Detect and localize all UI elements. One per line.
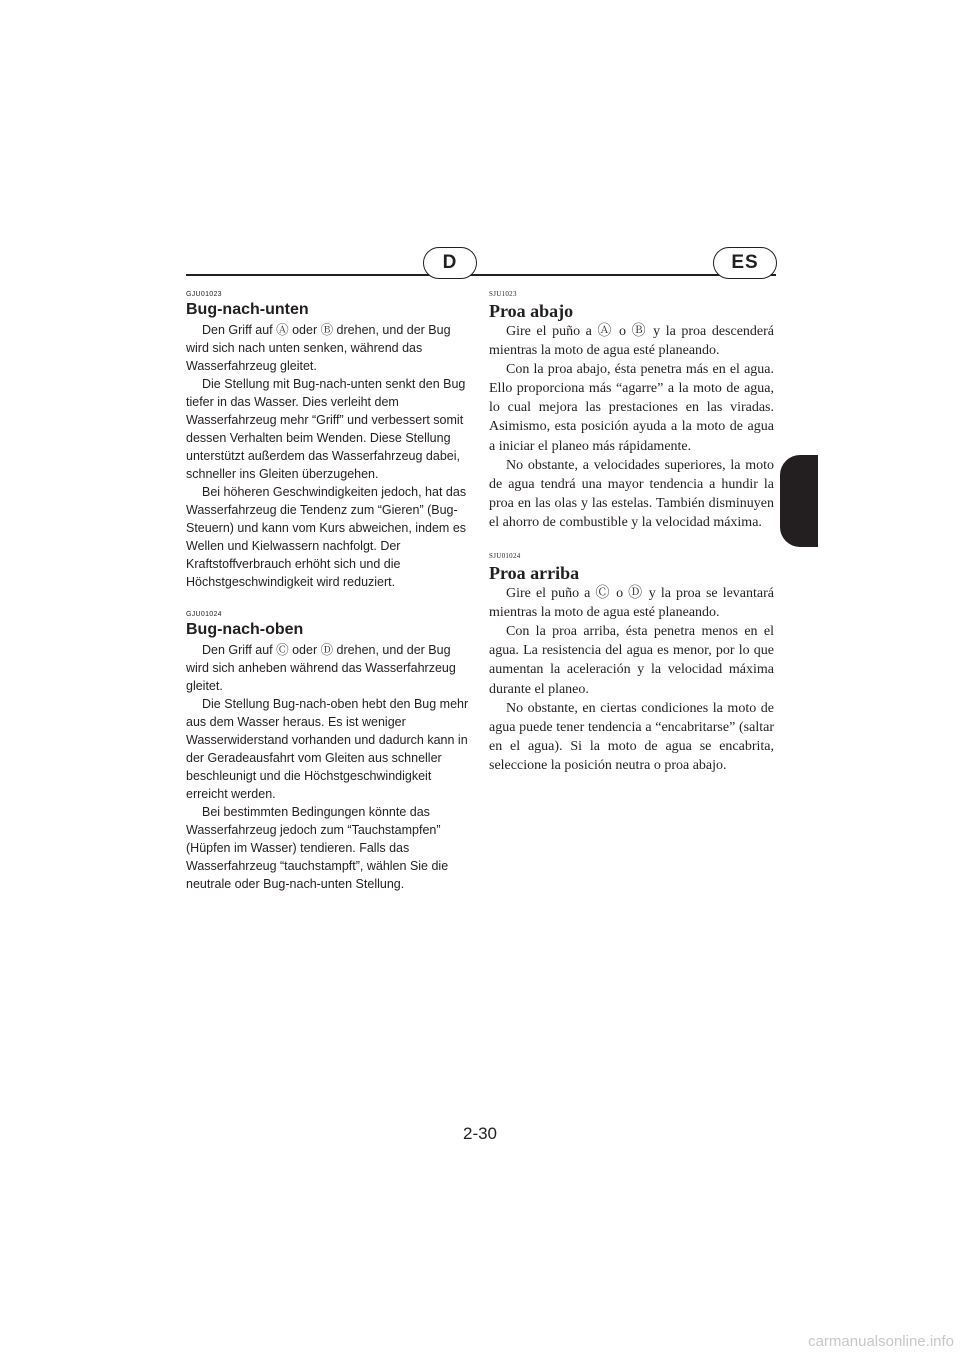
- paragraph: Bei höheren Geschwindigkeiten jedoch, hat das Wasserfahrzeug die Tendenz zum “Gieren” (Bug-Steuern) und kann vom Kurs abweichen, indem es Wellen und Kielwassern nachfolgt. Der Kraftstoffverbrauch erhöht sich und die Höchstgeschwindigkeit wird reduziert.: [186, 485, 467, 589]
- paragraph: Bei bestimmten Bedingungen könnte das Wasserfahrzeug jedoch zum “Tauchstampfen” (Hüpfen im Wasser) tendieren. Falls das Wasserfahrzeug “tauchstampft”, wählen Sie die neutrale oder Bug-nach-unten Stellung.: [186, 805, 449, 891]
- section-code: SJU01024: [489, 552, 521, 561]
- section-code: GJU01023: [186, 291, 222, 298]
- paragraph: Die Stellung mit Bug-nach-unten senkt den Bug tiefer in das Wasser. Dies verleiht dem Wasserfahrzeug mehr “Griff” und verbessert somit dessen Verhalten beim Wenden. Diese Stellung unterstützt außerdem das Wasserfahrzeug dabei, schneller ins Gleiten überzugehen.: [186, 377, 466, 481]
- language-badge-spanish: ES: [713, 247, 777, 279]
- paragraph: Den Griff auf Ⓒ oder Ⓓ drehen, und der Bug wird sich anheben während das Wasserfahrzeug gleitet.: [186, 643, 456, 693]
- header-rule: [186, 274, 776, 276]
- language-badge-german: D: [423, 247, 477, 279]
- section-heading-bug-nach-unten: Bug-nach-unten: [186, 301, 309, 318]
- german-column: [186, 290, 470, 893]
- paragraph: Con la proa arriba, ésta penetra menos en el agua. La resistencia del agua es menor, por lo que aumentan la aceleración y la velocidad máxima durante el planeo.: [489, 624, 774, 697]
- paragraph: Con la proa abajo, ésta penetra más en el agua. Ello proporciona más “agarre” a la moto de agua, lo cual mejora las prestaciones en las viradas. Asimismo, esta posición ayuda a la moto de agua a iniciar el planeo más rápidamente.: [489, 362, 774, 454]
- section-heading-proa-arriba: Proa arriba: [489, 563, 580, 584]
- chapter-thumb-tab: [780, 455, 818, 547]
- section-heading-bug-nach-oben: Bug-nach-oben: [186, 621, 304, 638]
- spanish-column: [489, 290, 774, 775]
- paragraph: Die Stellung Bug-nach-oben hebt den Bug mehr aus dem Wasser heraus. Es ist weniger Wasserwiderstand vorhanden und dadurch kann in der Geradeausfahrt vom Gleiten aus schneller beschleunigt und die Höchstgeschwindigkeit erreicht werden.: [186, 697, 469, 801]
- paragraph: Gire el puño a Ⓐ o Ⓑ y la proa descenderá mientras la moto de agua esté planeando.: [489, 324, 774, 359]
- section-heading-proa-abajo: Proa abajo: [489, 301, 574, 321]
- paragraph: Gire el puño a Ⓒ o Ⓓ y la proa se levantará mientras la moto de agua esté planeando.: [489, 586, 774, 621]
- section-code: GJU01024: [186, 611, 222, 618]
- watermark: carmanualsonline.info: [808, 1333, 954, 1350]
- paragraph: Den Griff auf Ⓐ oder Ⓑ drehen, und der Bug wird sich nach unten senken, während das Wasserfahrzeug gleitet.: [186, 323, 451, 373]
- paragraph: No obstante, en ciertas condiciones la moto de agua puede tener tendencia a “encabritarse” (saltar en el agua). Si la moto de agua se encabrita, seleccione la posición neutra o proa abajo.: [489, 700, 774, 773]
- paragraph: No obstante, a velocidades superiores, la moto de agua tendrá una mayor tendencia a hundir la proa en las olas y las estelas. También disminuyen el ahorro de combustible y la velocidad máxima.: [489, 457, 774, 530]
- page-number: 2-30: [462, 1124, 498, 1143]
- section-code: SJU1023: [489, 290, 517, 298]
